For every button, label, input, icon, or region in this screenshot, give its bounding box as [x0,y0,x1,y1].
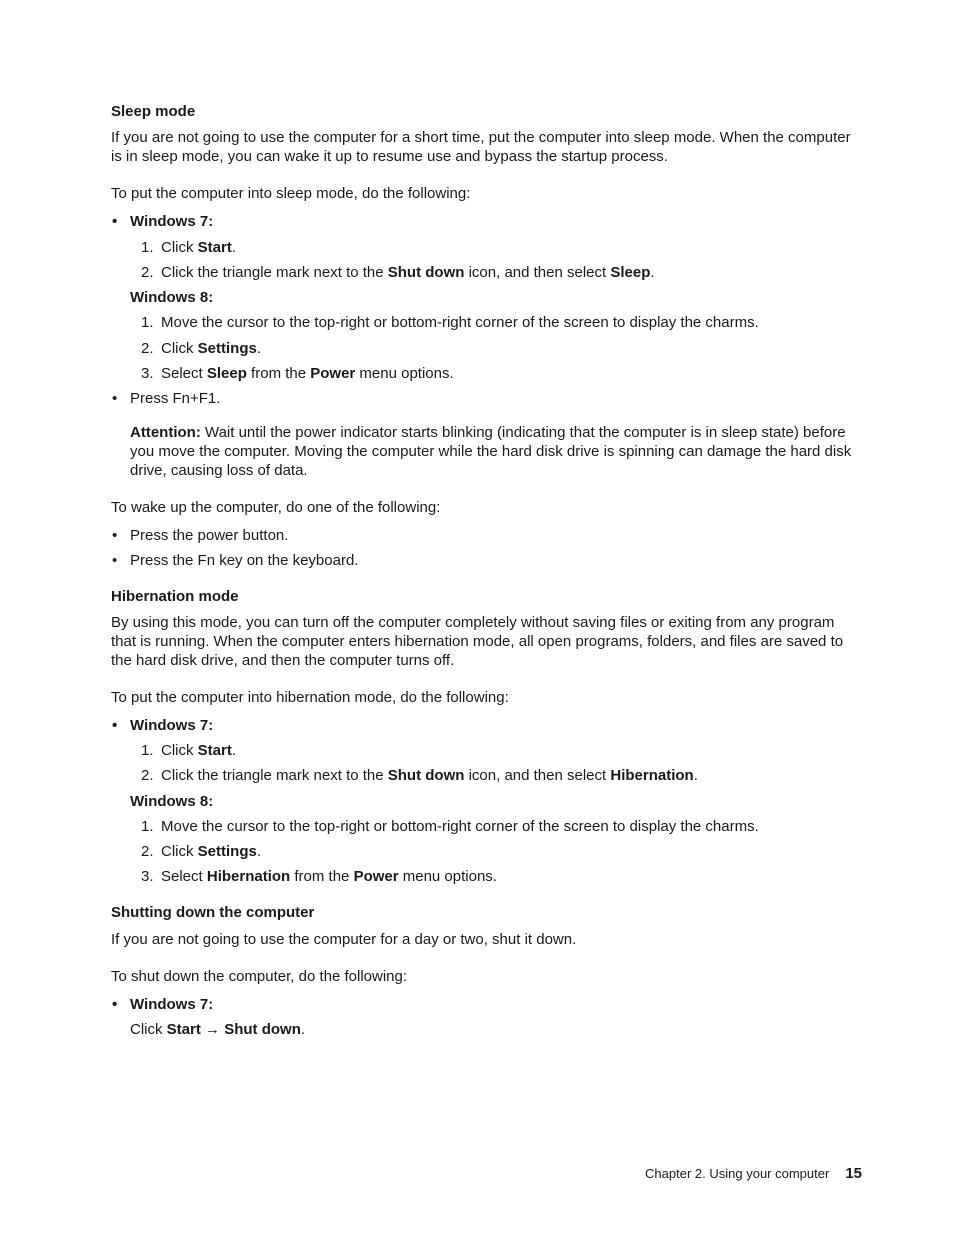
shutdown-intro-paragraph: If you are not going to use the computer for a day or two, shut it down. [111,931,577,948]
step-text: Click [130,1021,167,1038]
step-text: Click [161,340,198,357]
sleep-win8-step-1 [141,313,759,332]
step-number: 3. [141,365,154,382]
sleep-win8-label: Windows 8: [130,289,214,306]
sleep-win7-step-2 [141,263,655,282]
sleep-instructions-intro: To put the computer into sleep mode, do the following: [111,185,471,202]
step-number: 1. [141,314,154,331]
hibernation-win8-step-2 [141,842,261,861]
step-text: Select [161,365,207,382]
step-text: Click [161,239,198,256]
step-bold: Shut down [224,1021,301,1038]
hibernation-win7-label: • Windows 7: [130,716,213,735]
step-text: Move the cursor to the top-right or bottom-right corner of the screen to display the charms. [161,314,759,331]
chapter-label: Chapter 2. Using your computer [645,1166,830,1181]
sleep-win7-step-1 [141,238,236,257]
step-text: Click the triangle mark next to the [161,264,388,281]
sleep-win8-step-2 [141,339,261,358]
step-bold: Start [197,239,232,256]
step-text: Select [161,868,207,885]
step-number: 2. [141,340,154,357]
step-text: icon, and then select [464,767,611,784]
step-bold: Start [197,742,232,759]
hibernation-win8-step-3 [141,867,497,886]
step-bold: Start [166,1021,201,1038]
attention-text: Wait until the power indicator starts blinking (indicating that the computer is in sleep state) before you move the computer. Moving the computer while the hard disk drive is spinning can damage the hard disk drive, causing loss of data. [130,424,852,479]
step-text: . [693,767,698,784]
step-text: . [231,239,237,256]
step-number: 2. [141,264,154,281]
step-number: 1. [141,818,154,835]
step-bold: Settings [197,843,257,860]
hibernation-win7-step-1 [141,741,236,760]
step-bold: Hibernation [206,868,291,885]
sleep-win8-step-3 [141,364,454,383]
attention-label: Attention: [130,424,201,441]
shutdown-win7-step [130,1020,305,1039]
step-text: . [231,742,237,759]
hibernation-instructions-intro: To put the computer into hibernation mode, do the following: [111,689,509,706]
step-text: Move the cursor to the top-right or bottom-right corner of the screen to display the charms. [161,818,759,835]
step-number: 2. [141,767,154,784]
step-text: Click [161,843,198,860]
step-number: 2. [141,843,154,860]
step-text: icon, and then select [464,264,611,281]
step-text: Click [161,742,198,759]
step-number: 1. [141,239,154,256]
wake-intro: To wake up the computer, do one of the following: [111,499,441,516]
step-text: . [650,264,655,281]
shutdown-instructions-intro: To shut down the computer, do the following: [111,968,408,985]
step-bold: Hibernation [610,767,694,784]
arrow-right-icon: → [205,1021,221,1038]
sleep-mode-heading: Sleep mode [111,103,196,120]
step-text: from the [246,365,311,382]
sleep-intro-paragraph: If you are not going to use the computer for a short time, put the computer into sleep mode. When the computer is in sleep mode, you can wake it up to resume use and bypass the startup process. [111,129,851,165]
step-bold: Settings [197,340,257,357]
wake-option-power-button: • Press the power button. [130,526,288,545]
step-bold: Shut down [387,264,465,281]
step-text: menu options. [398,868,497,885]
page-number: 15 [845,1165,862,1182]
hibernation-win7-step-2 [141,766,698,785]
hibernation-mode-heading: Hibernation mode [111,588,239,605]
hibernation-win8-label: Windows 8: [130,793,214,810]
shutdown-win7-label: • Windows 7: [130,995,213,1014]
step-text: . [300,1021,306,1038]
page-footer [645,1164,862,1183]
hibernation-intro-paragraph: By using this mode, you can turn off the computer completely without saving files or exiting from any program that is running. When the computer enters hibernation mode, all open programs, folders, and files are saved to the hard disk drive, and then the computer turns off. [111,614,844,669]
hibernation-win8-step-1 [141,817,759,836]
step-number: 3. [141,868,154,885]
step-text: from the [290,868,354,885]
step-bold: Shut down [387,767,465,784]
attention-notice [130,423,855,480]
fn-f1-bullet: • Press Fn+F1. [130,389,220,408]
step-text: . [256,843,262,860]
step-bold: Power [353,868,399,885]
step-text: Click the triangle mark next to the [161,767,388,784]
step-bold: Sleep [610,264,651,281]
step-number: 1. [141,742,154,759]
step-text: . [256,340,262,357]
step-bold: Sleep [206,365,247,382]
wake-option-fn-key: • Press the Fn key on the keyboard. [130,551,358,570]
step-text: menu options. [355,365,454,382]
step-bold: Power [310,365,356,382]
shutdown-heading: Shutting down the computer [111,904,315,921]
sleep-win7-label: • Windows 7: [130,212,213,231]
